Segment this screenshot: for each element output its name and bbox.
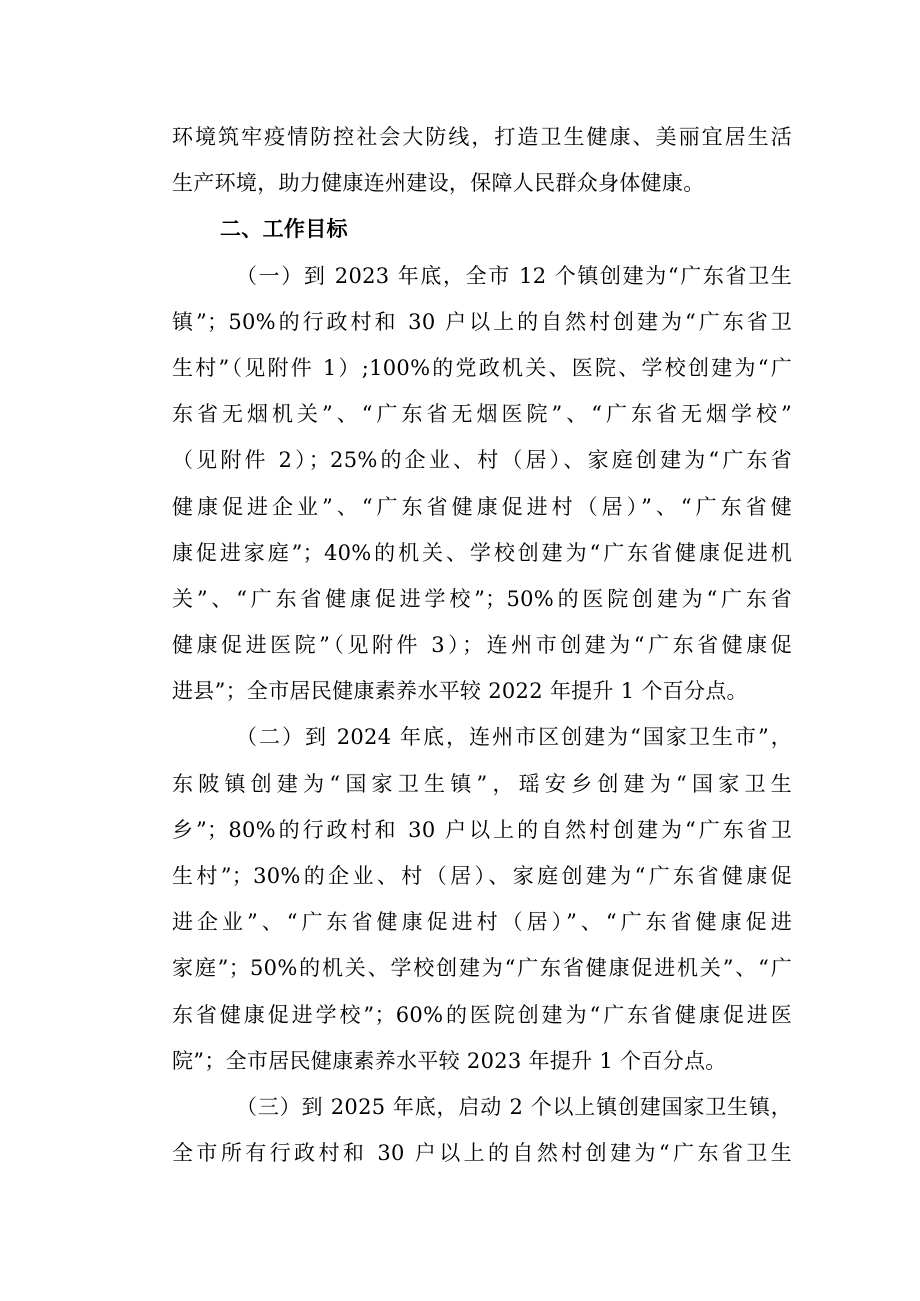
paragraph-2-line-7: 东省健康促进学校”；60%的医院创建为“广东省健康促进医: [172, 1002, 792, 1027]
paragraph-1-line-7: 康促进家庭”；40%的机关、学校创建为“广东省健康促进机: [172, 540, 792, 565]
paragraph-1-line-5: （见附件 2）；25%的企业、村（居）、家庭创建为“广东省: [172, 448, 792, 473]
paragraph-2-line-1: （二）到 2024 年底，连州市区创建为“国家卫生市”，: [236, 725, 792, 750]
paragraph-2-line-3: 乡”；80%的行政村和 30 户以上的自然村创建为“广东省卫: [172, 817, 792, 842]
paragraph-2-line-8: 院”；全市居民健康素养水平较 2023 年提升 1 个百分点。: [172, 1048, 727, 1073]
paragraph-1-line-10: 进县”；全市居民健康素养水平较 2022 年提升 1 个百分点。: [172, 679, 748, 704]
paragraph-3-line-1: （三）到 2025 年底，启动 2 个以上镇创建国家卫生镇，: [236, 1094, 792, 1119]
paragraph-1-line-9: 健康促进医院”（见附件 3）；连州市创建为“广东省健康促: [172, 633, 792, 658]
paragraph-2-line-4: 生村”；30%的企业、村（居）、家庭创建为“广东省健康促: [172, 864, 792, 888]
paragraph-2-line-2: 东陂镇创建为“国家卫生镇”，瑶安乡创建为“国家卫生: [172, 771, 792, 796]
paragraph-1-line-8: 关”、“广东省健康促进学校”；50%的医院创建为“广东省: [172, 586, 792, 611]
document-body: [172, 114, 792, 1176]
paragraph-1-line-2: 镇”；50%的行政村和 30 户以上的自然村创建为“广东省卫: [172, 309, 792, 334]
paragraph-1-line-1: （一）到 2023 年底，全市 12 个镇创建为“广东省卫生: [236, 263, 792, 288]
paragraph-3-line-2: 全市所有行政村和 30 户以上的自然村创建为“广东省卫生: [172, 1141, 792, 1166]
paragraph-2-line-5: 进企业”、“广东省健康促进村（居）”、“广东省健康促进: [172, 910, 792, 935]
body-line-2: 生产环境，助力健康连州建设，保障人民群众身体健康。: [172, 171, 705, 196]
paragraph-2-line-6: 家庭”；50%的机关、学校创建为“广东省健康促进机关”、“广: [172, 956, 792, 981]
body-line-1: 环境筑牢疫情防控社会大防线，打造卫生健康、美丽宜居生活: [172, 125, 792, 149]
paragraph-1-line-3: 生村”（见附件 1）;100%的党政机关、医院、学校创建为“广: [172, 355, 792, 380]
paragraph-1-line-6: 健康促进企业”、“广东省健康促进村（居）”、“广东省健: [172, 494, 792, 519]
section-heading-work-goals: 二、工作目标: [220, 217, 348, 242]
paragraph-1-line-4: 东省无烟机关”、“广东省无烟医院”、“广东省无烟学校”: [172, 402, 792, 427]
